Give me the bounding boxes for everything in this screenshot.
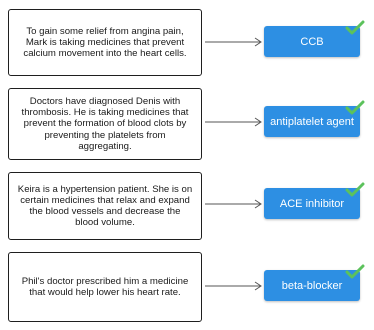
check-icon [345, 100, 365, 116]
check-icon [345, 264, 365, 280]
scenario-text: Doctors have diagnosed Denis with thrombosis. He is taking medicines that prevent the formation of blood clots by preventing the platelets from aggregating. [21, 95, 189, 152]
arrow-right-icon [205, 281, 263, 291]
scenario-card [8, 252, 202, 322]
check-icon [345, 20, 365, 36]
scenario-card [8, 9, 202, 76]
scenario-text: Keira is a hypertension patient. She is on certain medicines that relax and expand the blood vessels and decrease the blood volume. [17, 183, 193, 229]
scenario-card [8, 172, 202, 240]
answer-box[interactable]: CCB [264, 26, 360, 57]
scenario-card [8, 88, 202, 160]
arrow-right-icon [205, 37, 263, 47]
arrow-right-icon [205, 117, 263, 127]
check-icon [345, 182, 365, 198]
arrow-right-icon [205, 199, 263, 209]
answer-box[interactable]: antiplatelet agent [264, 106, 360, 137]
answer-box[interactable]: ACE inhibitor [264, 188, 360, 219]
answer-box[interactable]: beta-blocker [264, 270, 360, 301]
scenario-text: Phil's doctor prescribed him a medicine that would help lower his heart rate. [21, 275, 189, 298]
scenario-text: To gain some relief from angina pain, Mark is taking medicines that prevent calcium movement into the heart cells. [23, 25, 187, 60]
